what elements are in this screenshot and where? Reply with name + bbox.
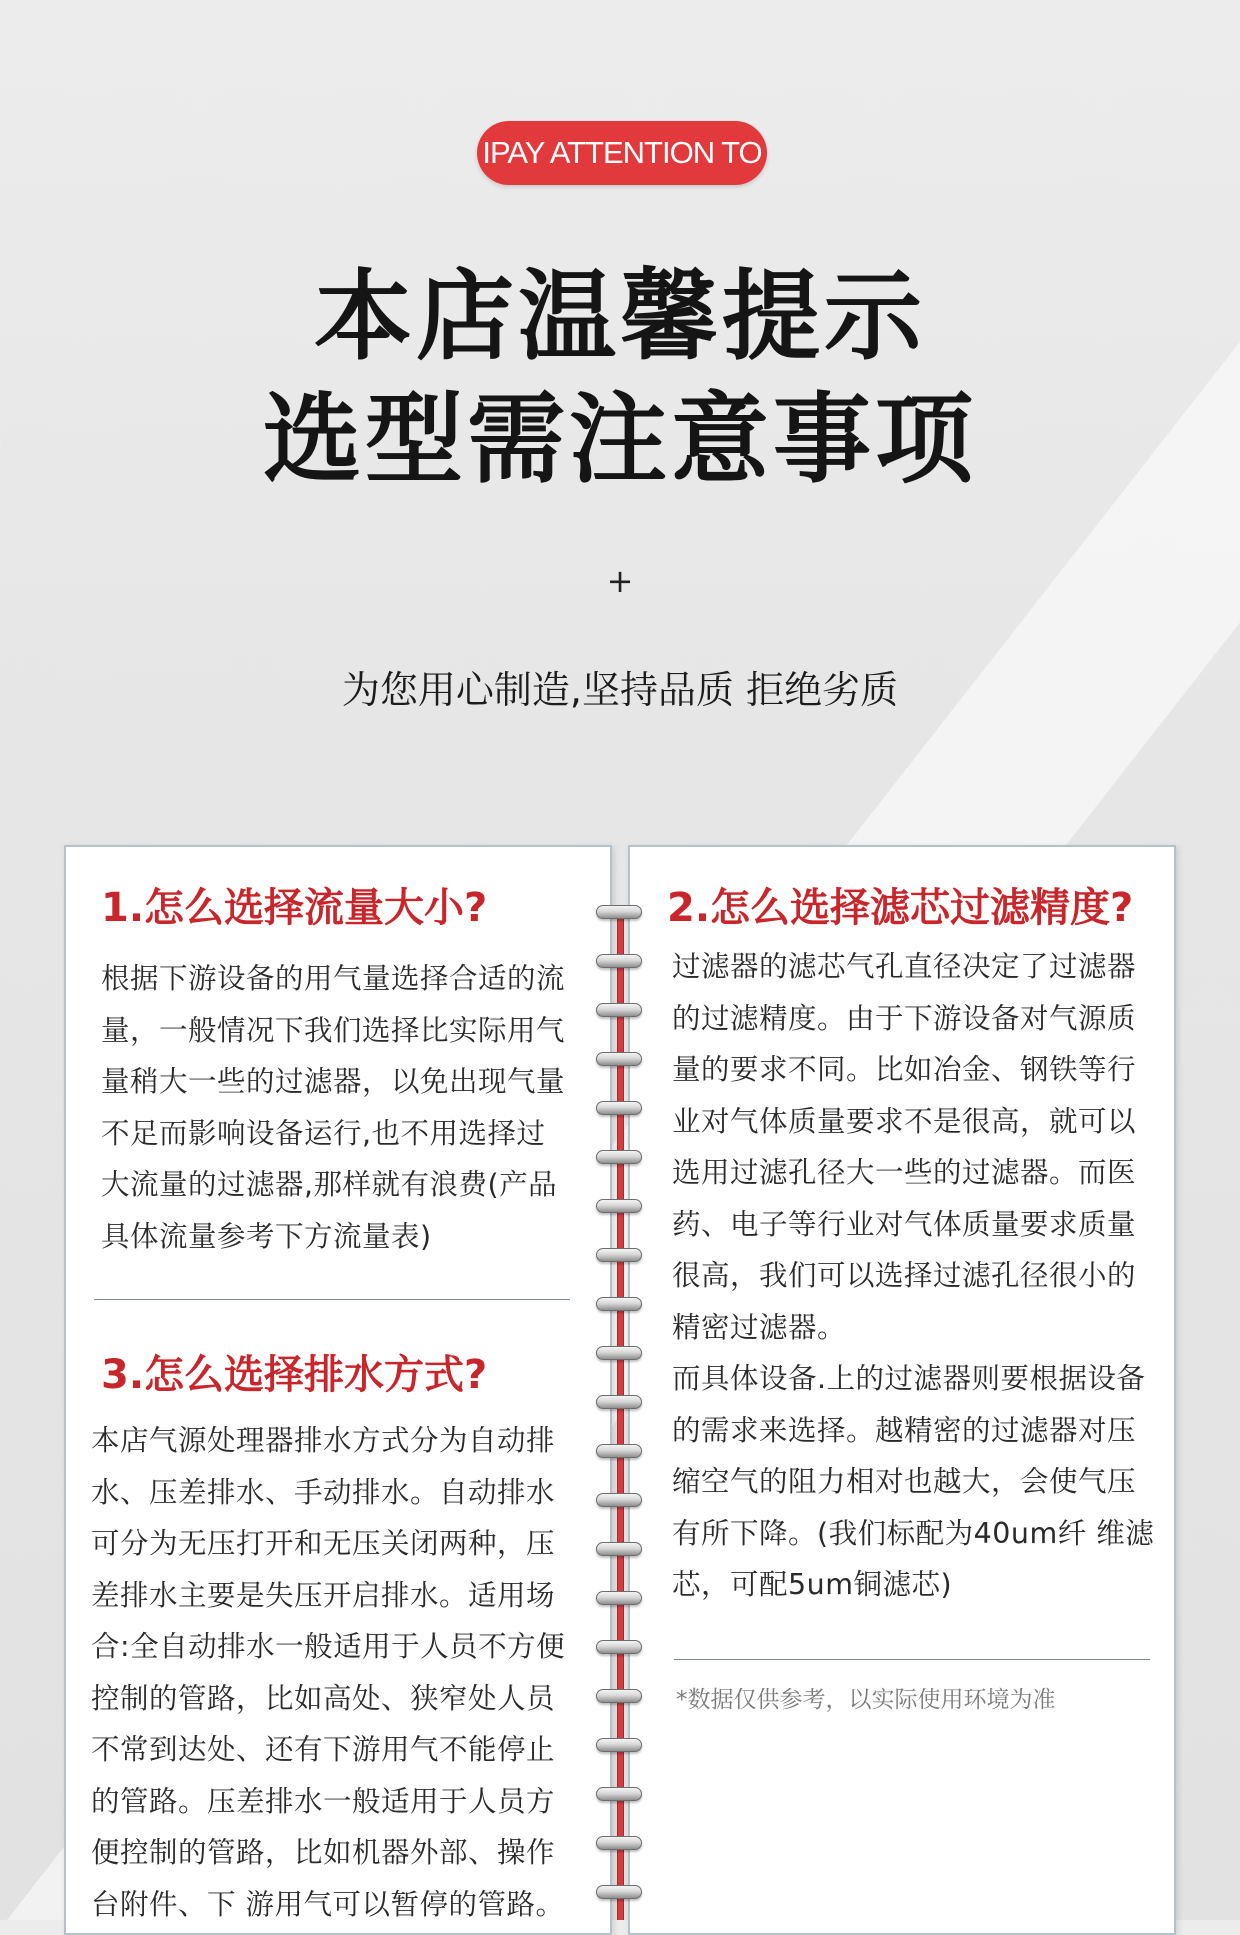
- binding-ring: [596, 1591, 642, 1605]
- page-title: 本店温馨提示: [313, 260, 926, 374]
- binding-ring: [596, 905, 642, 919]
- section-2-line: 芯，可配5um铜滤芯): [672, 1568, 953, 1601]
- section-3-line: 差排水主要是失压开启排水。适用场: [91, 1578, 556, 1612]
- section-2-line: 业对气体质量要求不是很高，就可以: [672, 1104, 1137, 1138]
- section-2-line: 的过滤精度。由于下游设备对气源质: [672, 1001, 1137, 1035]
- section-1-line: 具体流量参考下方流量表): [101, 1219, 432, 1253]
- page-subtitle: 选型需注意事项: [262, 383, 977, 497]
- binding-ring: [596, 1493, 642, 1507]
- binding-ring: [596, 1395, 642, 1409]
- binding-ring: [596, 1248, 642, 1262]
- section-2-line: 的需求来选择。越精密的过滤器对压: [672, 1413, 1137, 1447]
- section-3-line: 的管路。压差排水一般适用于人员方: [91, 1784, 556, 1818]
- section-2-line: 有所下降。(我们标配为40um纤 维滤: [672, 1516, 1155, 1550]
- section-divider: [674, 1659, 1150, 1660]
- section-1-line: 量，一般情况下我们选择比实际用气: [101, 1013, 566, 1047]
- section-1-line: 根据下游设备的用气量选择合适的流: [101, 962, 566, 995]
- section-3-line: 不常到达处、还有下游用气不能停止: [91, 1733, 556, 1766]
- section-2-line: 选用过滤孔径大一些的过滤器。而医: [672, 1156, 1137, 1189]
- section-2-line: 精密过滤器。: [672, 1310, 847, 1344]
- section-3-line: 可分为无压打开和无压关闭两种，压: [91, 1527, 556, 1560]
- binding-ring: [596, 1836, 642, 1850]
- binding-ring: [596, 1885, 642, 1899]
- binding-ring: [596, 1689, 642, 1703]
- plus-icon: +: [606, 562, 634, 600]
- binding-ring: [596, 1003, 642, 1017]
- section-2-line: 缩空气的阻力相对也越大，会使气压: [672, 1465, 1137, 1498]
- section-1-line: 量稍大一些的过滤器，以免出现气量: [101, 1065, 566, 1098]
- section-2-line: 很高，我们可以选择过滤孔径很小的: [672, 1259, 1137, 1292]
- section-2-line: 而具体设备.上的过滤器则要根据设备: [672, 1362, 1146, 1395]
- section-3-line: 水、压差排水、手动排水。自动排水: [91, 1475, 556, 1509]
- section-2-line: 过滤器的滤芯气孔直径决定了过滤器: [672, 950, 1137, 983]
- binding-ring: [596, 1150, 642, 1164]
- section-3-line: 本店气源处理器排水方式分为自动排: [91, 1424, 556, 1457]
- section-3-line: 台附件、下 游用气可以暂停的管路。: [91, 1887, 565, 1921]
- binding-ring: [596, 1787, 642, 1801]
- slogan: 为您用心制造,坚持品质 拒绝劣质: [341, 668, 899, 712]
- section-3-title: 3.怎么选择排水方式?: [101, 1352, 488, 1398]
- section-1-body: [101, 953, 591, 1262]
- binding-ring: [596, 1640, 642, 1654]
- section-3-line: 合:全自动排水一般适用于人员不方便: [91, 1630, 566, 1663]
- section-3-body: [91, 1415, 601, 1930]
- binding-ring: [596, 1542, 642, 1556]
- section-2-line: 药、电子等行业对气体质量要求质量: [672, 1207, 1137, 1241]
- section-1-title: 1.怎么选择流量大小?: [101, 885, 488, 931]
- binding-ring: [596, 1738, 642, 1752]
- binding-ring: [596, 1101, 642, 1115]
- pay-attention-badge: IPAY ATTENTION TO: [477, 121, 767, 185]
- notebook-left-page: [64, 845, 612, 1935]
- section-3-line: 便控制的管路，比如机器外部、操作: [91, 1836, 556, 1869]
- section-3-line: 控制的管路，比如高处、狭窄处人员: [91, 1681, 556, 1715]
- binding-ring: [596, 954, 642, 968]
- section-2-line: 量的要求不同。比如冶金、钢铁等行: [672, 1053, 1137, 1086]
- section-1-line: 不足而影响设备运行,也不用选择过: [101, 1116, 546, 1150]
- binding-ring: [596, 1052, 642, 1066]
- notebook-right-page: [628, 845, 1176, 1935]
- section-2-body: [672, 941, 1162, 1611]
- disclaimer-note: *数据仅供参考，以实际使用环境为准: [676, 1687, 1056, 1713]
- binding-ring: [596, 1444, 642, 1458]
- section-2-title: 2.怎么选择滤芯过滤精度?: [667, 885, 1134, 931]
- binding-ring: [596, 1297, 642, 1311]
- binding-ring: [596, 1346, 642, 1360]
- section-divider: [94, 1299, 570, 1300]
- binding-ring: [596, 1199, 642, 1213]
- section-1-line: 大流量的过滤器,那样就有浪费(产品: [101, 1168, 558, 1201]
